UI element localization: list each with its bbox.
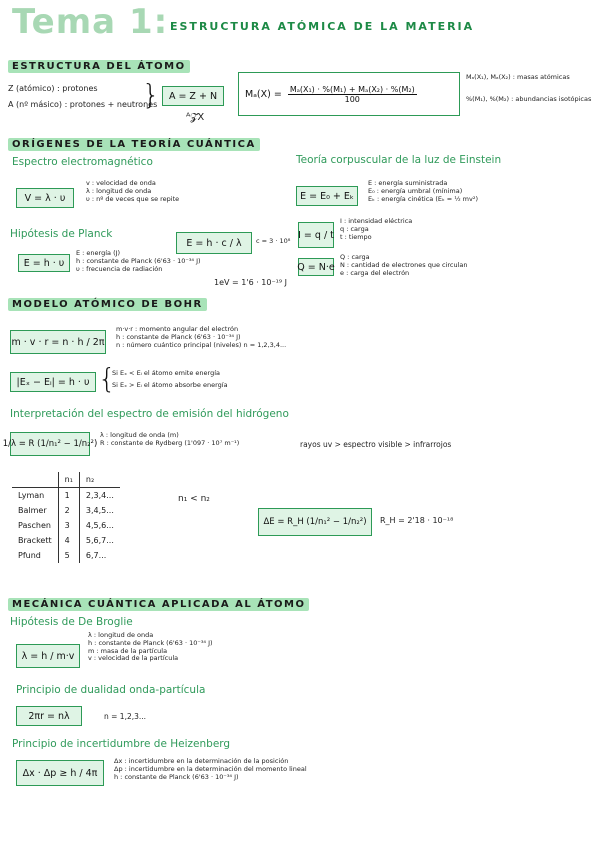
note-line: m : masa de la partícula: [88, 646, 168, 655]
eq-einstein: E = E₀ + Eₖ: [296, 186, 358, 206]
note-line: h : constante de Planck (6'63 · 10⁻³⁴ J): [76, 256, 201, 265]
table-cell: 4: [58, 533, 79, 548]
espectro-notes: [86, 180, 179, 203]
eq-current: I = q / t: [298, 222, 334, 248]
eq-v-lambda: V = λ · υ: [16, 188, 74, 208]
note-line: Si Eₓ < Eᵢ el átomo emite energía: [112, 369, 220, 377]
eq-delta-e: ΔE = R_H (1/n₁² − 1/n₂²): [258, 508, 372, 536]
table-cell: 4,5,6...: [85, 521, 114, 530]
table-cell: 5: [58, 548, 79, 563]
eq-mass-numerator: Mₐ(X₁) · %(M₁) + Mₐ(X₂) · %(M₂): [289, 84, 415, 94]
page-title: Tema 1:: [12, 2, 169, 42]
note-line: n : número cuántico principal (niveles) n = 1,2,3,4...: [116, 340, 287, 349]
section-mecanica: MECÁNICA CUÁNTICA APLICADA AL ÁTOMO: [8, 598, 309, 611]
note-abundancias: %(M₁), %(M₂) : abundancias isotópicas: [466, 95, 592, 103]
note-line: R : constante de Rydberg (1'097 · 10⁷ m⁻¹): [100, 438, 240, 447]
eq-planck-c: E = h · c / λ: [176, 232, 252, 254]
table-row: [12, 533, 120, 548]
table-cell: 1: [58, 488, 79, 504]
broglie-heading: Hipótesis de De Broglie: [10, 616, 133, 628]
table-header-row: [12, 472, 120, 488]
n-values: n = 1,2,3...: [104, 712, 147, 721]
table-cell: 2: [58, 503, 79, 518]
eq-heisenberg: Δx · Δp ≥ h / 4π: [16, 760, 104, 786]
section-estructura: ESTRUCTURA DEL ÁTOMO: [8, 60, 190, 73]
eq-atomic-mass: [238, 72, 460, 116]
rh-value: R_H = 2'18 · 10⁻¹⁸: [380, 516, 454, 525]
einstein-heading: Teoría corpuscular de la luz de Einstein: [296, 154, 502, 166]
note-line: N : cantidad de electrones que circulan: [340, 260, 468, 269]
eq-mass-fraction: [288, 85, 417, 104]
eq-bohr-angular: m · v · r = n · h / 2π: [10, 330, 106, 354]
table-header: n₂: [79, 472, 119, 488]
rays-order: rayos uv > espectro visible > infrarrojos: [300, 440, 452, 449]
note-line: t : tiempo: [340, 232, 372, 241]
c-value: c = 3 · 10⁸: [256, 237, 291, 245]
z-definition: Z (atómico) : protones: [8, 84, 98, 93]
note-line: Si Eₓ > Eᵢ el átomo absorbe energía: [112, 380, 228, 389]
table-row: [12, 503, 120, 518]
table-row: [12, 518, 120, 533]
ev-value: 1eV = 1'6 · 10⁻¹⁹ J: [214, 278, 287, 287]
eq-dualidad: 2πr = nλ: [16, 706, 82, 726]
note-line: e : carga del electrón: [340, 268, 410, 277]
table-cell: 3: [58, 518, 79, 533]
note-line: m·v·r : momento angular del electrón: [116, 325, 239, 333]
note-line: Q : carga: [340, 253, 370, 261]
planck-heading: Hipótesis de Planck: [10, 228, 113, 240]
espectro-heading: Espectro electromagnético: [12, 156, 153, 168]
note-line: v : velocidad de la partícula: [88, 654, 179, 663]
table-cell: Paschen: [18, 521, 51, 530]
note-line: E : energía (J): [76, 249, 121, 257]
charge-notes: [340, 254, 468, 277]
note-line: Δx : incertidumbre en la determinación de la posición: [114, 757, 289, 765]
heis-notes: [114, 758, 307, 781]
n-relation: n₁ < n₂: [178, 494, 210, 504]
bohr-notes-2: [112, 370, 228, 390]
table-cell: 5,6,7...: [85, 536, 114, 545]
eq-rydberg: 1/λ = R (1/n₁² − 1/n₂²): [10, 432, 90, 456]
current-notes: [340, 218, 412, 241]
table-cell: 6,7...: [85, 551, 107, 560]
note-line: λ : longitud de onda (m): [100, 431, 179, 439]
table-cell: Pfund: [18, 551, 41, 560]
table-header: [12, 472, 58, 488]
table-cell: Lyman: [18, 491, 45, 500]
a-definition: A (nº másico) : protones + neutrones: [8, 100, 158, 109]
note-line: h : constante de Planck (6'63 · 10⁻³⁴ J): [88, 638, 213, 647]
brace: {: [98, 362, 116, 395]
table-cell: 3,4,5...: [85, 506, 114, 515]
einstein-notes: [368, 180, 478, 203]
note-line: I : intensidad eléctrica: [340, 217, 413, 225]
table-cell: 2,3,4...: [85, 491, 114, 500]
dual-heading: Principio de dualidad onda-partícula: [16, 684, 206, 696]
interp-heading: Interpretación del espectro de emisión del hidrógeno: [10, 408, 289, 420]
note-line: h : constante de Planck (6'63 · 10⁻³⁴ J): [114, 772, 239, 781]
table-row: [12, 548, 120, 563]
eq-charge: Q = N·e: [298, 258, 334, 276]
table-cell: Balmer: [18, 506, 47, 515]
table-cell: Brackett: [18, 536, 52, 545]
rydberg-notes: [100, 432, 239, 448]
section-bohr: MODELO ATÓMICO DE BOHR: [8, 298, 207, 311]
table-header: n₁: [58, 472, 79, 488]
eq-planck: E = h · υ: [18, 254, 70, 272]
page-subtitle: ESTRUCTURA ATÓMICA DE LA MATERIA: [170, 20, 475, 33]
eq-bohr-energy: |Eₓ − Eᵢ| = h · υ: [10, 372, 96, 392]
eq-mass-denominator: 100: [344, 94, 360, 104]
note-line: υ : frecuencia de radiación: [76, 264, 163, 273]
nuclide-symbol: ᴬ𝓩X: [186, 112, 205, 123]
series-table: [12, 472, 120, 563]
broglie-notes: [88, 632, 213, 663]
bohr-notes-1: [116, 326, 286, 349]
table-row: [12, 488, 120, 504]
planck-notes: [76, 250, 201, 273]
note-line: λ : longitud de onda: [88, 631, 154, 639]
note-line: q : carga: [340, 224, 369, 233]
note-masas: Mₐ(X₁), Mₐ(X₂) : masas atómicas: [466, 73, 570, 81]
brace: }: [142, 78, 160, 111]
section-origenes: ORÍGENES DE LA TEORÍA CUÁNTICA: [8, 138, 260, 151]
eq-broglie: λ = h / m·v: [16, 644, 80, 668]
note-line: E : energía suministrada: [368, 179, 448, 187]
note-line: υ : nº de veces que se repite: [86, 194, 180, 203]
eq-mass-left: Mₐ(X) =: [245, 88, 282, 100]
note-line: E₀ : energía umbral (mínima): [368, 186, 463, 195]
note-line: Eₖ : energía cinética (Eₖ = ½ mv²): [368, 194, 479, 203]
note-line: Δp : incertidumbre en la determinación del momento lineal: [114, 764, 307, 773]
note-line: h : constante de Planck (6'63 · 10⁻³⁴ J): [116, 332, 241, 341]
note-line: λ : longitud de onda: [86, 186, 152, 195]
note-line: v : velocidad de onda: [86, 179, 156, 187]
eq-a-z-n: A = Z + N: [162, 86, 224, 106]
heis-heading: Principio de incertidumbre de Heizenberg: [12, 738, 231, 750]
